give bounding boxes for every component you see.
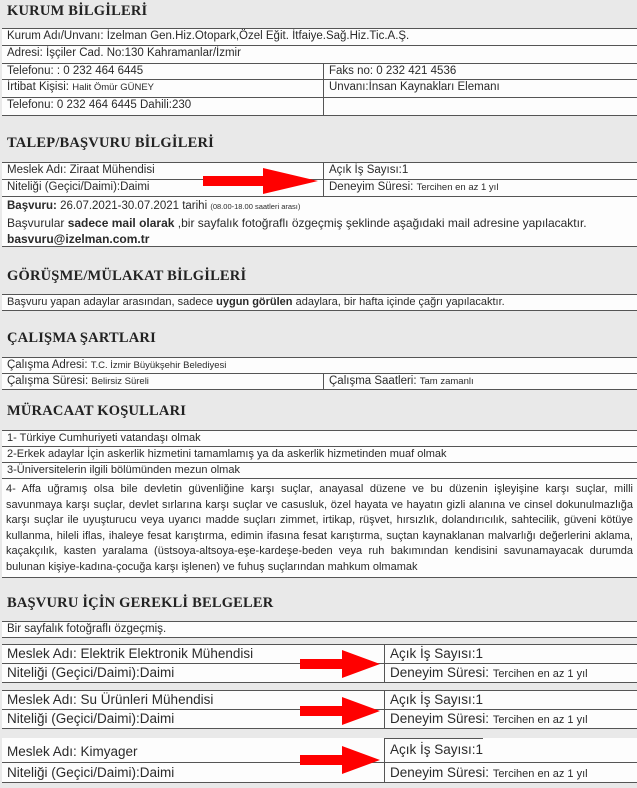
nitelik: Niteliği (Geçici/Daimi):Daimi — [7, 181, 150, 193]
row-calisma-adres — [2, 357, 637, 373]
basvuru-text-rest: ,bir sayfalık fotoğraflı özgeçmiş şeklinde aşağıdaki mail adresine yapılacaktır. — [174, 216, 587, 230]
section-title-kurum: KURUM BİLGİLERİ — [7, 3, 148, 19]
muracaat-item-3: 3-Üniversitelerin ilgili bölümünden mezun olmak — [7, 464, 240, 476]
ilan3-meslek: Meslek Adı: Kimyager — [7, 744, 138, 759]
section-title-muracaat: MÜRACAAT KOŞULLARI — [7, 403, 187, 419]
row-talep-meslek — [2, 162, 637, 179]
ilan2-nitelik: Niteliği (Geçici/Daimi):Daimi — [7, 711, 175, 726]
ilan3-acik-is: Açık İş Sayısı:1 — [384, 738, 483, 762]
calisma-adres-value: T.C. İzmir Büyükşehir Belediyesi — [90, 360, 227, 371]
deneyim-label: Deneyim Süresi: — [329, 181, 414, 193]
ilan2-acik-is: Açık İş Sayısı:1 — [384, 691, 483, 709]
ilan3-nitelik: Niteliği (Geçici/Daimi):Daimi — [7, 765, 175, 780]
row-basvuru — [2, 196, 637, 247]
section-title-gorusme: GÖRÜŞME/MÜLAKAT BİLGİLERİ — [7, 268, 247, 284]
empty-cell — [323, 98, 329, 115]
section-title-calisma: ÇALIŞMA ŞARTLARI — [7, 330, 156, 346]
calisma-adres-label: Çalışma Adresi: — [7, 359, 88, 371]
ilan3-deneyim-label: Deneyim Süresi: — [390, 765, 490, 780]
meslek-adi: Meslek Adı: Ziraat Mühendisi — [7, 164, 155, 176]
calisma-sure-label: Çalışma Süresi: — [7, 375, 89, 387]
adres-value: İşçiler Cad. No:130 Kahramanlar/İzmir — [46, 47, 241, 59]
basvuru-hours: (08.00-18.00 saatleri arası) — [210, 202, 301, 211]
ilan2-meslek: Meslek Adı: Su Ürünleri Mühendisi — [7, 692, 214, 707]
row-gorusme — [2, 294, 637, 311]
basvuru-dates: 26.07.2021-30.07.2021 tarihi — [60, 200, 208, 212]
calisma-saat-label: Çalışma Saatleri: — [329, 375, 417, 387]
section-title-belgeler: BAŞVURU İÇİN GEREKLİ BELGELER — [7, 595, 274, 611]
basvuru-label: Başvuru: — [7, 200, 57, 212]
red-arrow-icon — [300, 697, 380, 725]
basvuru-text: Başvurular — [7, 216, 68, 230]
row-talep-nitelik — [2, 179, 637, 196]
ilan2-deneyim-value: Tercihen en az 1 yıl — [492, 714, 588, 726]
gorusme-text: Başvuru yapan adaylar arasından, sadece — [7, 296, 217, 308]
row-belgeler — [2, 621, 637, 638]
basvuru-text-bold: sadece mail olarak — [67, 216, 175, 230]
row-irtibat — [2, 79, 637, 97]
ilan2-deneyim-label: Deneyim Süresi: — [390, 711, 490, 726]
ilan1-deneyim-value: Tercihen en az 1 yıl — [492, 668, 588, 680]
muracaat-item-2: 2-Erkek adaylar İçin askerlik hizmetini tamamlamış ya da askerlik hizmetinden muaf olmak — [7, 448, 447, 460]
deneyim-value: Tercihen en az 1 yıl — [416, 182, 499, 193]
gorusme-text-bold: uygun görülen — [216, 296, 293, 308]
gorusme-text-rest: adaylara, bir hafta içinde çağrı yapılacaktır. — [292, 296, 505, 308]
calisma-sure-value: Belirsiz Süreli — [91, 376, 149, 387]
irtibat-value: Halit Ömür GÜNEY — [72, 82, 155, 93]
ilan1-acik-is: Açık İş Sayısı:1 — [384, 645, 483, 663]
row-calisma-sure — [2, 373, 637, 390]
belgeler-text: Bir sayfalık fotoğraflı özgeçmiş. — [7, 623, 167, 635]
unvan: Unvanı:İnsan Kaynakları Elemanı — [323, 80, 500, 97]
irtibat-label: İrtibat Kişisi: — [7, 81, 69, 93]
telefon: Telefonu: : 0 232 464 6445 — [7, 65, 144, 77]
muracaat-item — [2, 462, 637, 478]
email-link[interactable]: basvuru@izelman.com.tr — [7, 232, 150, 246]
ilan1-meslek: Meslek Adı: Elektrik Elektronik Mühendisi — [7, 646, 254, 661]
adres-label: Adresi: — [7, 47, 43, 59]
muracaat-item — [2, 446, 637, 462]
row-kurum-adi — [2, 28, 637, 45]
telefon2: Telefonu: 0 232 464 6445 Dahili:230 — [7, 99, 192, 111]
red-arrow-icon — [203, 168, 318, 194]
section-title-talep: TALEP/BAŞVURU BİLGİLERİ — [7, 135, 214, 151]
kurum-adi-value: İzelman Gen.Hiz.Otopark,Özel Eğit. İtfaiye.Sağ.Hiz.Tic.A.Ş. — [106, 30, 410, 42]
ilan3-deneyim-value: Tercihen en az 1 yıl — [492, 768, 588, 780]
calisma-saat-value: Tam zamanlı — [419, 376, 474, 387]
faks: Faks no: 0 232 421 4536 — [323, 64, 456, 79]
row-adres — [2, 45, 637, 63]
red-arrow-icon — [300, 650, 380, 678]
muracaat-item-1: 1- Türkiye Cumhuriyeti vatandaşı olmak — [7, 432, 201, 444]
row-telefon2 — [2, 97, 637, 116]
red-arrow-icon — [300, 746, 380, 774]
acik-is-sayisi: Açık İş Sayısı:1 — [323, 163, 408, 179]
muracaat-item — [2, 430, 637, 446]
muracaat-item-4: 4- Affa uğramış olsa bile devletin güvenliğine karşı suçlar, anayasal düzene ve bu düzenin işleyişine karşı suçlar, milli savunmaya karşı suçlar, devlet sırlarına karşı suçlar ve casusluk, özel hayata ve hayatın gizli alanına ve cinsel dokunulmazlığa karşı suçlar ile uyuşturucu veya uyarıcı madde suçları zimmet, irtikap, rüşvet, hırsızlık, dolandırıcılık, sahtecilik, güveni kötüye kullanma, hileli iflas, ihaleye fesat karıştırma, edimin ifasına fesat karıştırma, suçtan kaynaklanan malvarlığı değerlerini aklama, kaçakçılık, kasten yaralama (üstsoya-altsoya-eşe-kardeşe-beden veya ruh bakımından kendisini savunamayacak durumda bulunan kişiye-kadına-çocuğa karşı işlenen) ve fuhuş suçlarından mahkum olmamak — [2, 478, 637, 578]
row-telefon-faks — [2, 63, 637, 79]
ilan1-nitelik: Niteliği (Geçici/Daimi):Daimi — [7, 665, 175, 680]
ilan1-deneyim-label: Deneyim Süresi: — [390, 665, 490, 680]
kurum-adi-label: Kurum Adı/Unvanı: — [7, 30, 104, 42]
